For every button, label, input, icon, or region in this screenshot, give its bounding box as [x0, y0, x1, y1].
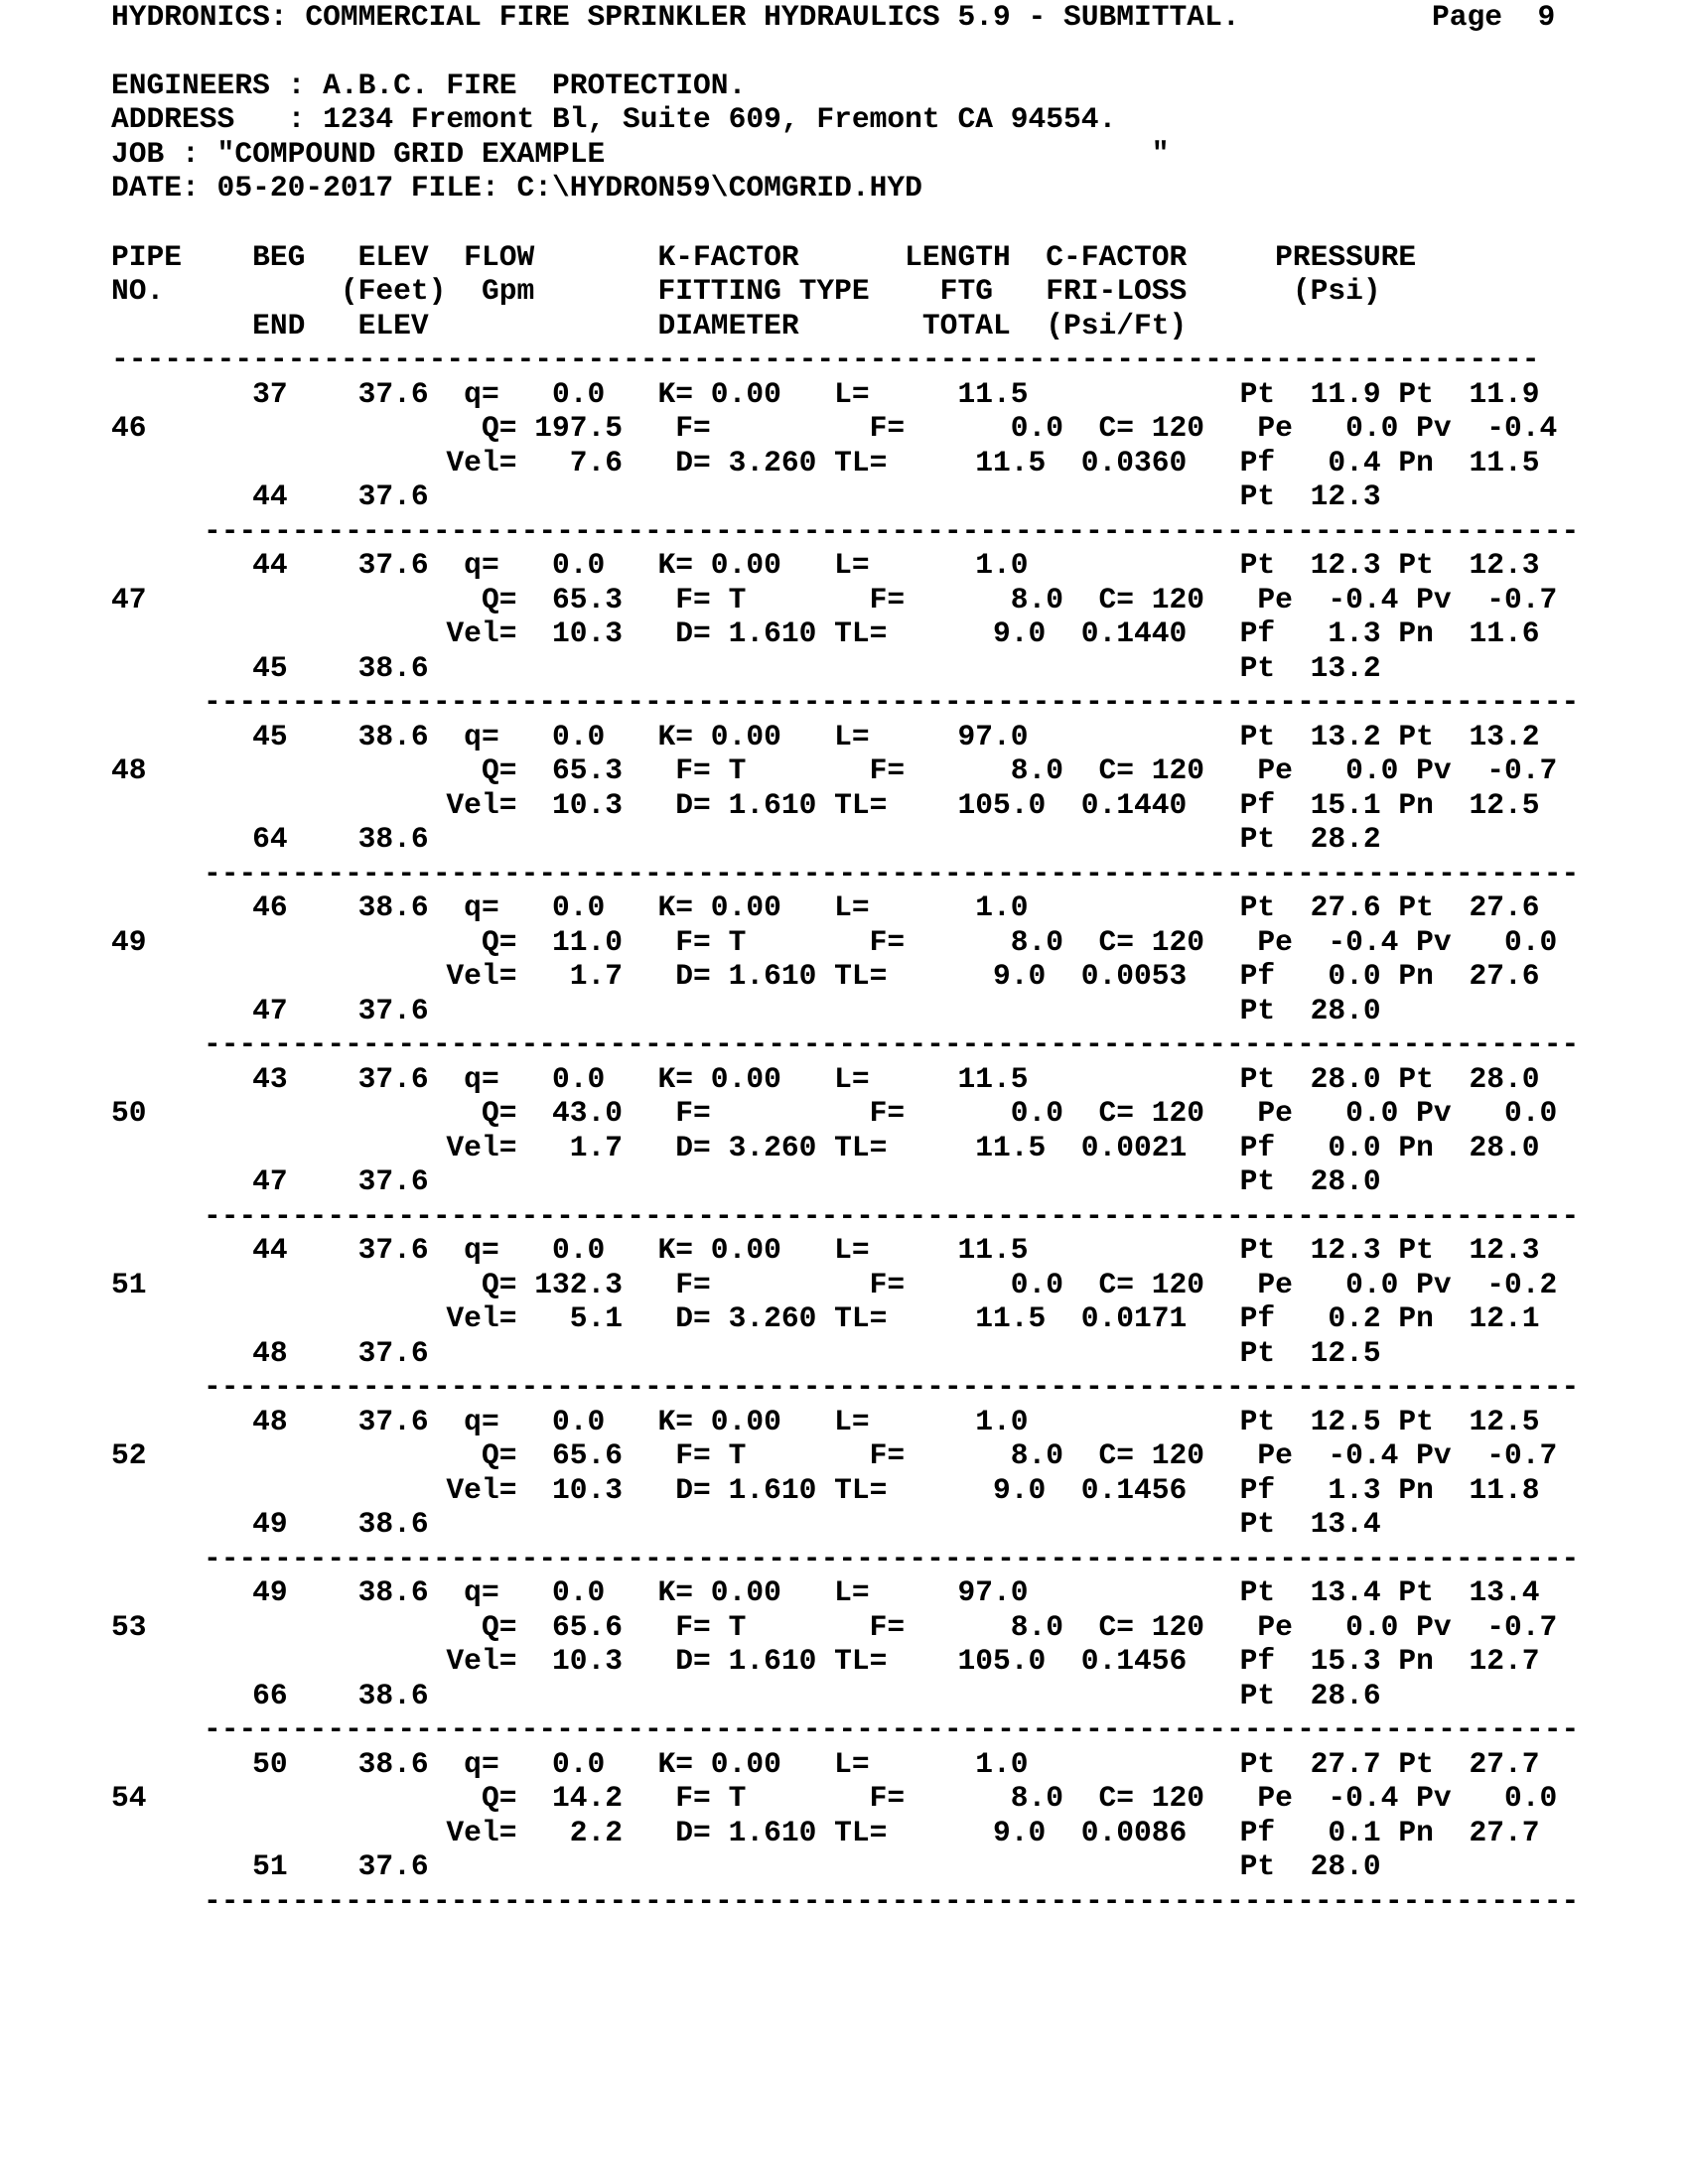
- pipe-row-line4: 45 38.6 Pt 13.2: [111, 650, 1381, 685]
- pipe-row-line1: 46 38.6 q= 0.0 K= 0.00 L= 1.0 Pt 27.6 Pt 27.6: [111, 890, 1540, 924]
- pipe-row-line3: Vel= 10.3 D= 1.610 TL= 9.0 0.1456 Pf 1.3 Pn 11.8: [111, 1472, 1540, 1507]
- pipe-separator: ------------------------------------------------------------------------------: [204, 685, 1580, 719]
- report-title: HYDRONICS: COMMERCIAL FIRE SPRINKLER HYDRAULICS 5.9 - SUBMITTAL.: [111, 0, 1240, 34]
- pipe-row-line3: Vel= 7.6 D= 3.260 TL= 11.5 0.0360 Pf 0.4 Pn 11.5: [111, 445, 1540, 479]
- pipe-row-line2: 54 Q= 14.2 F= T F= 8.0 C= 120 Pe -0.4 Pv 0.0: [111, 1781, 1558, 1815]
- pipe-row-line3: Vel= 2.2 D= 1.610 TL= 9.0 0.0086 Pf 0.1 Pn 27.7: [111, 1815, 1540, 1849]
- pipe-row-line2: 53 Q= 65.6 F= T F= 8.0 C= 120 Pe 0.0 Pv -0.7: [111, 1609, 1558, 1644]
- pipe-row-line2: 50 Q= 43.0 F= F= 0.0 C= 120 Pe 0.0 Pv 0.0: [111, 1096, 1558, 1130]
- pipe-row-line1: 37 37.6 q= 0.0 K= 0.00 L= 11.5 Pt 11.9 Pt 11.9: [111, 376, 1540, 411]
- job-line: JOB : "COMPOUND GRID EXAMPLE ": [111, 137, 1170, 171]
- engineers-line: ENGINEERS : A.B.C. FIRE PROTECTION.: [111, 68, 747, 102]
- pipe-row-line3: Vel= 1.7 D= 3.260 TL= 11.5 0.0021 Pf 0.0 Pn 28.0: [111, 1130, 1540, 1164]
- column-header-row-2: NO. (Feet) Gpm FITTING TYPE FTG FRI-LOSS (Psi): [111, 274, 1381, 308]
- pipe-separator: ------------------------------------------------------------------------------: [204, 1712, 1580, 1746]
- date-file-line: DATE: 05-20-2017 FILE: C:\HYDRON59\COMGRID.HYD: [111, 171, 922, 205]
- pipe-row-line2: 46 Q= 197.5 F= F= 0.0 C= 120 Pe 0.0 Pv -0.4: [111, 411, 1558, 445]
- pipe-separator: ------------------------------------------------------------------------------: [204, 513, 1580, 548]
- pipe-row-line2: 48 Q= 65.3 F= T F= 8.0 C= 120 Pe 0.0 Pv -0.7: [111, 753, 1558, 787]
- pipe-row-line4: 66 38.6 Pt 28.6: [111, 1678, 1381, 1712]
- page-number: Page 9: [1432, 0, 1556, 34]
- address-line: ADDRESS : 1234 Fremont Bl, Suite 609, Fremont CA 94554.: [111, 102, 1117, 136]
- pipe-row-line4: 48 37.6 Pt 12.5: [111, 1335, 1381, 1370]
- pipe-separator: ------------------------------------------------------------------------------: [204, 1541, 1580, 1575]
- pipe-row-line3: Vel= 10.3 D= 1.610 TL= 9.0 0.1440 Pf 1.3 Pn 11.6: [111, 616, 1540, 650]
- pipe-row-line1: 43 37.6 q= 0.0 K= 0.00 L= 11.5 Pt 28.0 Pt 28.0: [111, 1061, 1540, 1096]
- pipe-separator: ------------------------------------------------------------------------------: [204, 1198, 1580, 1233]
- pipe-separator: ------------------------------------------------------------------------------: [204, 856, 1580, 890]
- pipe-row-line4: 47 37.6 Pt 28.0: [111, 993, 1381, 1027]
- pipe-row-line2: 47 Q= 65.3 F= T F= 8.0 C= 120 Pe -0.4 Pv -0.7: [111, 582, 1558, 616]
- pipe-row-line4: 64 38.6 Pt 28.2: [111, 822, 1381, 856]
- pipe-row-line3: Vel= 1.7 D= 1.610 TL= 9.0 0.0053 Pf 0.0 Pn 27.6: [111, 959, 1540, 993]
- pipe-row-line4: 51 37.6 Pt 28.0: [111, 1849, 1381, 1883]
- column-header-row-3: END ELEV DIAMETER TOTAL (Psi/Ft): [111, 309, 1188, 342]
- pipe-row-line1: 44 37.6 q= 0.0 K= 0.00 L= 1.0 Pt 12.3 Pt 12.3: [111, 548, 1540, 582]
- pipe-row-line1: 49 38.6 q= 0.0 K= 0.00 L= 97.0 Pt 13.4 Pt 13.4: [111, 1575, 1540, 1609]
- pipe-row-line4: 44 37.6 Pt 12.3: [111, 479, 1381, 513]
- pipe-row-line1: 48 37.6 q= 0.0 K= 0.00 L= 1.0 Pt 12.5 Pt 12.5: [111, 1404, 1540, 1438]
- pipe-row-line1: 50 38.6 q= 0.0 K= 0.00 L= 1.0 Pt 27.7 Pt 27.7: [111, 1746, 1540, 1781]
- pipe-row-line4: 47 37.6 Pt 28.0: [111, 1164, 1381, 1198]
- pipe-row-line4: 49 38.6 Pt 13.4: [111, 1507, 1381, 1541]
- pipe-row-line1: 44 37.6 q= 0.0 K= 0.00 L= 11.5 Pt 12.3 Pt 12.3: [111, 1233, 1540, 1267]
- header-separator: ---------------------------------------------------------------------------------: [111, 342, 1540, 376]
- pipe-row-line2: 49 Q= 11.0 F= T F= 8.0 C= 120 Pe -0.4 Pv 0.0: [111, 924, 1558, 959]
- pipe-separator: ------------------------------------------------------------------------------: [204, 1883, 1580, 1918]
- column-header-row-1: PIPE BEG ELEV FLOW K-FACTOR LENGTH C-FACTOR PRESSURE: [111, 240, 1417, 274]
- pipe-row-line2: 51 Q= 132.3 F= F= 0.0 C= 120 Pe 0.0 Pv -0.2: [111, 1267, 1558, 1301]
- pipe-separator: ------------------------------------------------------------------------------: [204, 1027, 1580, 1061]
- pipe-row-line3: Vel= 10.3 D= 1.610 TL= 105.0 0.1456 Pf 15.3 Pn 12.7: [111, 1644, 1540, 1678]
- pipe-row-line1: 45 38.6 q= 0.0 K= 0.00 L= 97.0 Pt 13.2 Pt 13.2: [111, 719, 1540, 753]
- pipe-row-line3: Vel= 10.3 D= 1.610 TL= 105.0 0.1440 Pf 15.1 Pn 12.5: [111, 787, 1540, 822]
- pipe-row-line2: 52 Q= 65.6 F= T F= 8.0 C= 120 Pe -0.4 Pv -0.7: [111, 1438, 1558, 1472]
- pipe-row-line3: Vel= 5.1 D= 3.260 TL= 11.5 0.0171 Pf 0.2 Pn 12.1: [111, 1301, 1540, 1335]
- pipe-separator: ------------------------------------------------------------------------------: [204, 1370, 1580, 1404]
